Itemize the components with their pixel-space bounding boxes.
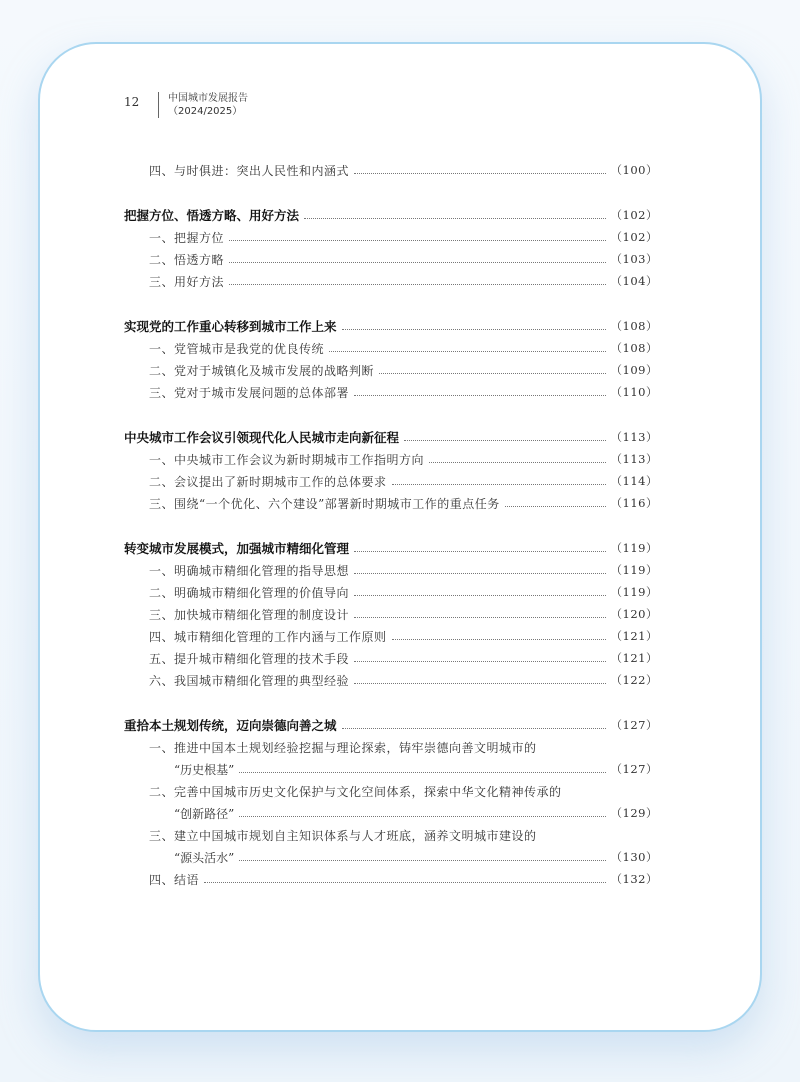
toc-chapter-title: 中央城市工作会议引领现代化人民城市走向新征程 (124, 430, 400, 445)
toc-entry-page: （122） (610, 673, 658, 687)
toc-entry-title: 四、与时俱进：突出人民性和内涵式 (149, 163, 350, 178)
toc-entry-page: （100） (610, 163, 658, 177)
leader-dots (239, 815, 605, 817)
toc-entry-continued[interactable] (124, 847, 658, 867)
leader-dots (342, 727, 606, 729)
toc-entry[interactable] (124, 227, 658, 247)
toc-entry-title: 三、加快城市精细化管理的制度设计 (149, 607, 350, 622)
toc-chapter[interactable] (124, 538, 658, 558)
toc-entry-page: （127） (610, 762, 658, 776)
toc-entry[interactable] (124, 382, 658, 402)
toc-entry-page: （129） (610, 806, 658, 820)
toc-entry-page: （108） (610, 341, 658, 355)
toc-entry-title: 二、会议提出了新时期城市工作的总体要求 (149, 474, 387, 489)
toc-entry[interactable] (124, 360, 658, 380)
toc-entry-page: （132） (610, 872, 658, 886)
book-year: （2024/2025） (168, 106, 243, 117)
toc-chapter-page: （119） (610, 541, 658, 555)
leader-dots (354, 660, 606, 662)
toc-entry-page: （103） (610, 252, 658, 266)
leader-dots (229, 261, 606, 263)
toc-entry[interactable] (124, 670, 658, 690)
leader-dots (354, 572, 606, 574)
toc-entry-title: “历史根基” (174, 762, 235, 777)
toc-entry-title: 二、悟透方略 (149, 252, 225, 267)
toc-entry[interactable] (124, 737, 658, 757)
toc-entry-title: 四、城市精细化管理的工作内涵与工作原则 (149, 629, 387, 644)
toc-chapter-title: 转变城市发展模式，加强城市精细化管理 (124, 541, 350, 556)
toc-entry[interactable] (124, 338, 658, 358)
toc-entry-continued[interactable] (124, 759, 658, 779)
toc-entry-page: （114） (610, 474, 658, 488)
toc-entry[interactable] (124, 471, 658, 491)
leader-dots (354, 394, 606, 396)
leader-dots (204, 881, 606, 883)
toc-chapter-title: 重拾本土规划传统，迈向崇德向善之城 (124, 718, 337, 733)
toc-entry-title: 二、党对于城镇化及城市发展的战略判断 (149, 363, 375, 378)
toc-entry[interactable] (124, 493, 658, 513)
leader-dots (505, 505, 606, 507)
toc-entry-page: （120） (610, 607, 658, 621)
toc-chapter-title: 把握方位、悟透方略、用好方法 (124, 208, 300, 223)
leader-dots (354, 682, 606, 684)
toc-entry-page: （119） (610, 563, 658, 577)
toc-entry-page: （121） (610, 629, 658, 643)
leader-dots (392, 638, 606, 640)
leader-dots (239, 771, 605, 773)
page-number: 12 (124, 95, 140, 109)
leader-dots (404, 439, 606, 441)
toc-entry-title: 二、明确城市精细化管理的价值导向 (149, 585, 350, 600)
toc-entry[interactable] (124, 560, 658, 580)
toc-entry-title: 一、中央城市工作会议为新时期城市工作指明方向 (149, 452, 425, 467)
leader-dots (229, 239, 606, 241)
leader-dots (229, 283, 606, 285)
toc-entry-title: 二、完善中国城市历史文化保护与文化空间体系，探索中华文化精神传承的 (149, 784, 562, 799)
toc-entry-page: （119） (610, 585, 658, 599)
toc-chapter-page: （102） (610, 208, 658, 222)
toc-entry[interactable] (124, 825, 658, 845)
toc-entry-title: “创新路径” (174, 806, 235, 821)
toc-entry-title: 五、提升城市精细化管理的技术手段 (149, 651, 350, 666)
leader-dots (354, 550, 606, 552)
leader-dots (342, 328, 606, 330)
toc-entry-title: 一、明确城市精细化管理的指导思想 (149, 563, 350, 578)
toc-chapter-page: （113） (610, 430, 658, 444)
toc-chapter[interactable] (124, 427, 658, 447)
toc-entry-page: （102） (610, 230, 658, 244)
toc-entry-title: 一、推进中国本土规划经验挖掘与理论探索，铸牢崇德向善文明城市的 (149, 740, 537, 755)
toc-chapter-page: （108） (610, 319, 658, 333)
toc-chapter[interactable] (124, 715, 658, 735)
toc-entry-title: “源头活水” (174, 850, 235, 865)
leader-dots (354, 172, 606, 174)
toc-entry-title: 三、党对于城市发展问题的总体部署 (149, 385, 350, 400)
leader-dots (379, 372, 606, 374)
toc-entry-page: （116） (610, 496, 658, 510)
toc-entry[interactable] (124, 781, 658, 801)
toc-entry[interactable] (124, 582, 658, 602)
toc-entry-title: 一、把握方位 (149, 230, 225, 245)
toc-entry[interactable] (124, 449, 658, 469)
toc-entry-page: （104） (610, 274, 658, 288)
toc-entry[interactable] (124, 271, 658, 291)
toc-entry-title: 四、结语 (149, 872, 200, 887)
toc-entry-title: 六、我国城市精细化管理的典型经验 (149, 673, 350, 688)
toc-entry[interactable] (124, 249, 658, 269)
toc-chapter[interactable] (124, 205, 658, 225)
toc-entry-page: （121） (610, 651, 658, 665)
toc-entry-title: 一、党管城市是我党的优良传统 (149, 341, 325, 356)
toc-entry[interactable] (124, 648, 658, 668)
toc-entry-page: （109） (610, 363, 658, 377)
leader-dots (304, 217, 606, 219)
toc-chapter-page: （127） (610, 718, 658, 732)
toc-entry[interactable] (124, 869, 658, 889)
toc-chapter-title: 实现党的工作重心转移到城市工作上来 (124, 319, 337, 334)
toc-entry-title: 三、围绕“一个优化、六个建设”部署新时期城市工作的重点任务 (149, 496, 500, 511)
toc-entry-title: 三、建立中国城市规划自主知识体系与人才班底，涵养文明城市建设的 (149, 828, 537, 843)
leader-dots (239, 859, 605, 861)
toc-entry-page: （113） (610, 452, 658, 466)
leader-dots (429, 461, 606, 463)
leader-dots (392, 483, 606, 485)
leader-dots (354, 594, 606, 596)
leader-dots (354, 616, 606, 618)
toc-entry-page: （130） (610, 850, 658, 864)
book-title-block (168, 92, 248, 118)
toc-entry[interactable] (124, 626, 658, 646)
toc-entry-page: （110） (610, 385, 658, 399)
toc-chapter[interactable] (124, 316, 658, 336)
toc-entry[interactable] (124, 604, 658, 624)
toc-entry-title: 三、用好方法 (149, 274, 225, 289)
leader-dots (329, 350, 606, 352)
toc-entry[interactable] (124, 160, 658, 180)
toc-entry-continued[interactable] (124, 803, 658, 823)
book-title: 中国城市发展报告 (168, 93, 248, 104)
header-divider (158, 92, 159, 118)
